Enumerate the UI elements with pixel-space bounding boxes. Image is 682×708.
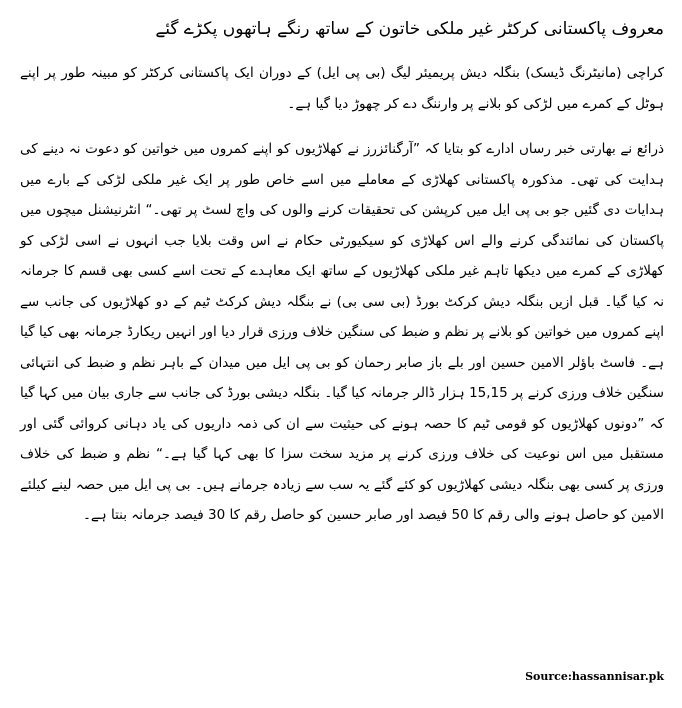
source-credit: Source:hassannisar.pk <box>525 670 664 683</box>
article-headline: معروف پاکستانی کرکٹر غیر ملکی خاتون کے ساتھ رنگے ہاتھوں پکڑے گئے <box>155 19 664 39</box>
article-paragraph: کراچی (مانیٹرنگ ڈیسک) بنگلہ دیش پریمیئر لیگ (بی پی ایل) کے دوران ایک پاکستانی کرکٹر کو مبینہ طور پر اپنے ہوٹل کے کمرے میں لڑکی کو بلانے پر وارننگ دے کر چھوڑ دیا گیا ہے۔ <box>20 65 664 112</box>
article <box>20 14 664 546</box>
article-paragraph: ذرائع نے بھارتی خبر رساں ادارے کو بتایا کہ ”آرگنائزرز نے کھلاڑیوں کو اپنے کمروں میں خواتین کو دعوت نہ دینے کی ہدایت کی تھی۔ مذکورہ پاکستانی کھلاڑی کے معاملے میں اسے خاص طور پر ایک غیر ملکی لڑکی کے بارے میں ہدایات دی گئیں جو بی پی ایل میں کرپشن کی تحقیقات کرنے والوں کی واچ لسٹ پر تھی۔“ انٹرنیشنل میچوں میں پاکستان کی نمائندگی کرنے والے اس کھلاڑی کو سیکیورٹی حکام نے اس وقت بلایا جب انہوں نے اسی لڑکی کو کھلاڑی کے کمرے میں دیکھا تاہم غیر ملکی کھلاڑیوں کے ساتھ ایک معاہدے کے تحت اسے کسی بھی قسم کا جرمانہ نہ کیا گیا۔ قبل ازیں بنگلہ دیش کرکٹ بورڈ (بی سی بی) نے بنگلہ دیش کرکٹ ٹیم کے دو کھلاڑیوں کی جانب سے اپنے کمروں میں خواتین کو بلانے پر نظم و ضبط کی سنگین خلاف ورزی قرار دیا اور انہیں ریکارڈ جرمانہ بھی کیا گیا ہے۔ فاسٹ باؤلر الامین حسین اور بلے باز صابر رحمان کو بی پی ایل میں میدان کے باہر نظم و ضبط کی انتہائی سنگین خلاف ورزی کرنے پر 15,15 ہزار ڈالر جرمانہ کیا گیا۔ بنگلہ دیشی بورڈ کی جانب سے جاری بیان میں کہا گیا کہ ”دونوں کھلاڑیوں کو قومی ٹیم کا حصہ ہونے کی حیثیت سے ان کی ذمہ داریوں کی یاد دہانی کروائی گئی اور مستقبل میں اس نوعیت کی خلاف ورزی کرنے پر مزید سخت سزا کا بھی کہا گیا ہے۔“ نظم و ضبط کی خلاف ورزی پر کسی بھی بنگلہ دیشی کھلاڑیوں کو کئے گئے یہ سب سے زیادہ جرمانے ہیں۔ بی پی ایل میں حصہ لینے کیلئے الامین کو حاصل ہونے والی رقم کا 50 فیصد اور صابر حسین کو حاصل رقم کا 30 فیصد جرمانہ بنتا ہے۔ <box>20 141 664 523</box>
